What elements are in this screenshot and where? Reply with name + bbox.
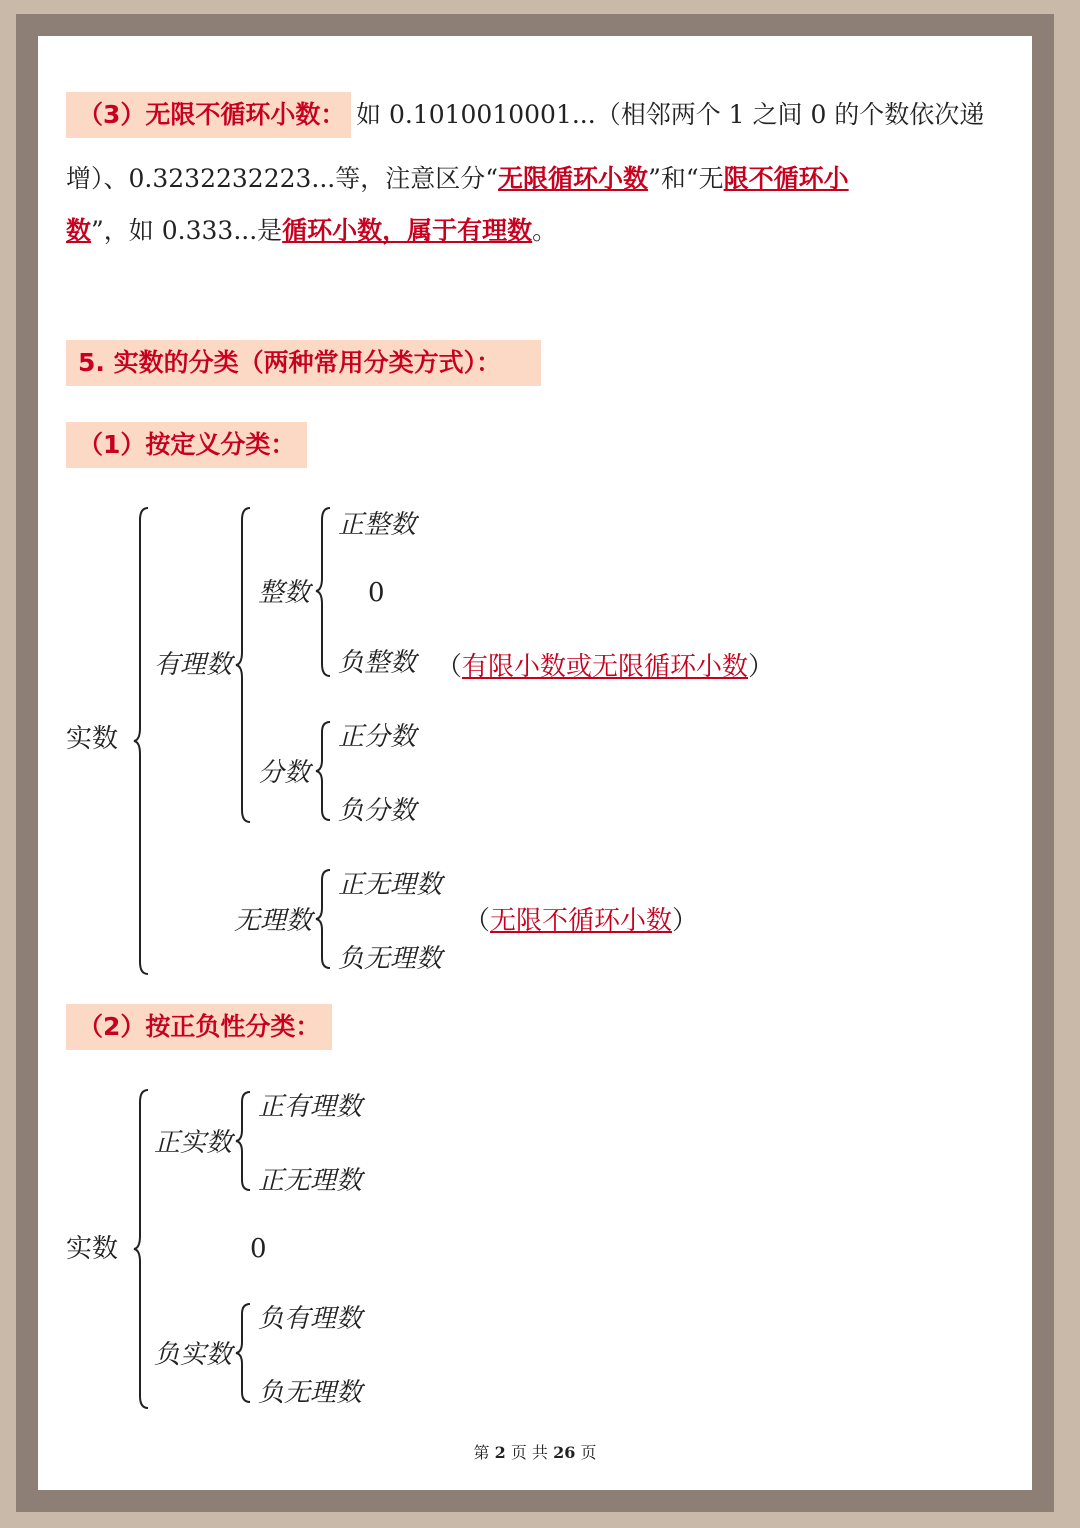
paren-close: ）	[748, 652, 775, 682]
tree1-root: 实数	[66, 724, 119, 754]
brace-real-2	[134, 1088, 154, 1412]
tree1-neg-frac: 负分数	[338, 796, 417, 826]
section3-title: （3）无限不循环小数：	[66, 92, 351, 138]
footer-text: 页	[580, 1443, 597, 1462]
brace-fraction	[316, 720, 336, 824]
section3-line2	[66, 156, 849, 202]
text-span: 增）、0.3232232223...等，注意区分“	[66, 164, 499, 193]
tree1-pos-irr: 正无理数	[338, 870, 443, 900]
tree1-pos-int: 正整数	[338, 510, 417, 540]
tree1-zero: 0	[368, 578, 385, 608]
brace-rational	[236, 506, 256, 826]
brace-real	[134, 506, 154, 976]
footer-total-pages: 26	[553, 1443, 576, 1462]
text-span: ”和“无	[648, 164, 724, 193]
tree1-integer: 整数	[258, 578, 311, 608]
tree2-zero: 0	[250, 1234, 267, 1264]
footer-text: 页 共	[510, 1443, 548, 1462]
page-footer	[38, 1440, 1032, 1463]
paren-open: （	[436, 652, 463, 682]
tree2-root: 实数	[66, 1234, 119, 1264]
heading-5: 5. 实数的分类（两种常用分类方式）：	[66, 340, 541, 386]
text-span: 。	[532, 216, 558, 245]
tree2-neg-real: 负实数	[154, 1340, 233, 1370]
keyword-shu: 数	[66, 216, 92, 245]
tree1-note2	[464, 900, 698, 937]
brace-irrational	[316, 868, 336, 972]
keyword-rational: 循环小数，属于有理数	[282, 216, 533, 245]
tree2-neg-irr: 负无理数	[258, 1378, 363, 1408]
tree1-pos-frac: 正分数	[338, 722, 417, 752]
keyword-nonrepeating: 限不循环小	[723, 164, 849, 193]
sub-heading-2: （2）按正负性分类：	[66, 1004, 332, 1050]
section3-line3	[66, 208, 557, 254]
document-page	[38, 36, 1032, 1490]
tree2-pos-irr: 正无理数	[258, 1166, 363, 1196]
sub-heading-1: （1）按定义分类：	[66, 422, 307, 468]
tree1-irrational: 无理数	[234, 906, 313, 936]
footer-page-number: 2	[494, 1443, 506, 1462]
paren-open: （	[464, 906, 491, 936]
page-frame	[16, 14, 1054, 1512]
brace-pos-real	[236, 1090, 256, 1194]
tree1-note1	[436, 646, 774, 683]
tree1-neg-irr: 负无理数	[338, 944, 443, 974]
footer-text: 第	[473, 1443, 490, 1462]
note-nonrepeating: 无限不循环小数	[490, 906, 673, 936]
tree1-fraction: 分数	[258, 758, 311, 788]
brace-integer	[316, 506, 336, 678]
tree1-neg-int: 负整数	[338, 648, 417, 678]
note-finite-or-repeating: 有限小数或无限循环小数	[462, 652, 749, 682]
paren-close: ）	[672, 906, 699, 936]
brace-neg-real	[236, 1302, 256, 1406]
keyword-repeating-decimal: 无限循环小数	[498, 164, 649, 193]
tree2-neg-rat: 负有理数	[258, 1304, 363, 1334]
tree2-pos-real: 正实数	[154, 1128, 233, 1158]
tree1-rational: 有理数	[154, 650, 233, 680]
text-span: ”，如 0.333...是	[91, 216, 283, 245]
tree2-pos-rat: 正有理数	[258, 1092, 363, 1122]
section3-line1: 如 0.1010010001...（相邻两个 1 之间 0 的个数依次递	[356, 100, 985, 129]
